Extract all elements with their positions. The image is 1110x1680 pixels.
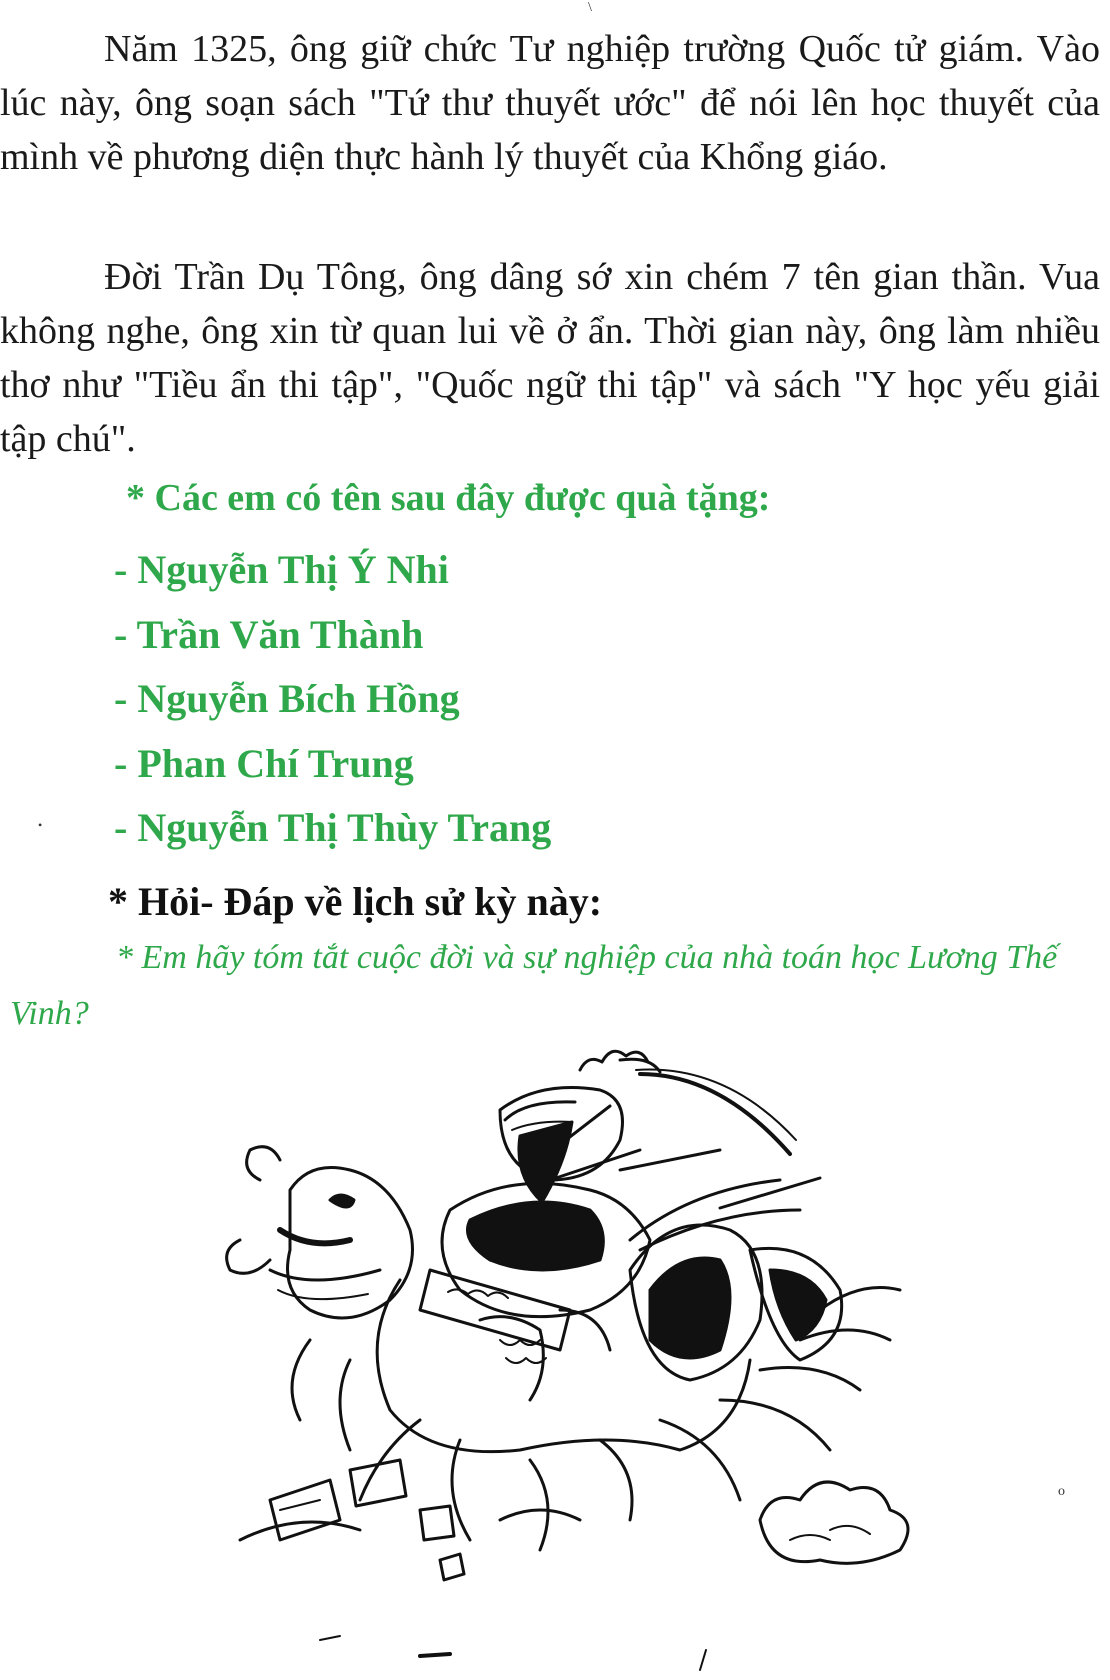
winner-name: - Phan Chí Trung [114, 740, 414, 786]
warrior-on-horse-sketch-icon [200, 1040, 1080, 1680]
scan-speck: \ [588, 0, 592, 15]
paragraph-1: Năm 1325, ông giữ chức Tư nghiệp trường Quốc tử giám. Vào lúc này, ông soạn sách "Tứ thư thuyết ước" để nói lên học thuyết của mình về phương diện thực hành lý thuyết của Khổng giáo. [0, 28, 1100, 178]
scan-speck: o [1058, 1484, 1065, 1499]
gift-heading: * Các em có tên sau đây được quà tặng: [126, 477, 771, 519]
qa-question: * Em hãy tóm tắt cuộc đời và sự nghiệp của nhà toán học Lương Thế Vinh? [10, 939, 1058, 1032]
winner-name: - Nguyễn Thị Ý Nhi [114, 547, 449, 592]
winner-name: - Nguyễn Thị Thùy Trang [114, 805, 552, 850]
paragraph-2: Đời Trần Dụ Tông, ông dâng sớ xin chém 7 tên gian thần. Vua không nghe, ông xin từ quan lui về ở ẩn. Thời gian này, ông làm nhiều thơ như "Tiều ẩn thi tập", "Quốc ngữ thi tập" và sách "Y học yếu giải tập chú". [0, 256, 1100, 460]
winner-name: - Nguyễn Bích Hồng [114, 676, 460, 721]
scan-speck: • [38, 818, 43, 832]
qa-heading: * Hỏi- Đáp về lịch sử kỳ này: [108, 879, 603, 924]
winner-name: - Trần Văn Thành [114, 611, 424, 657]
winner-list [114, 538, 551, 861]
